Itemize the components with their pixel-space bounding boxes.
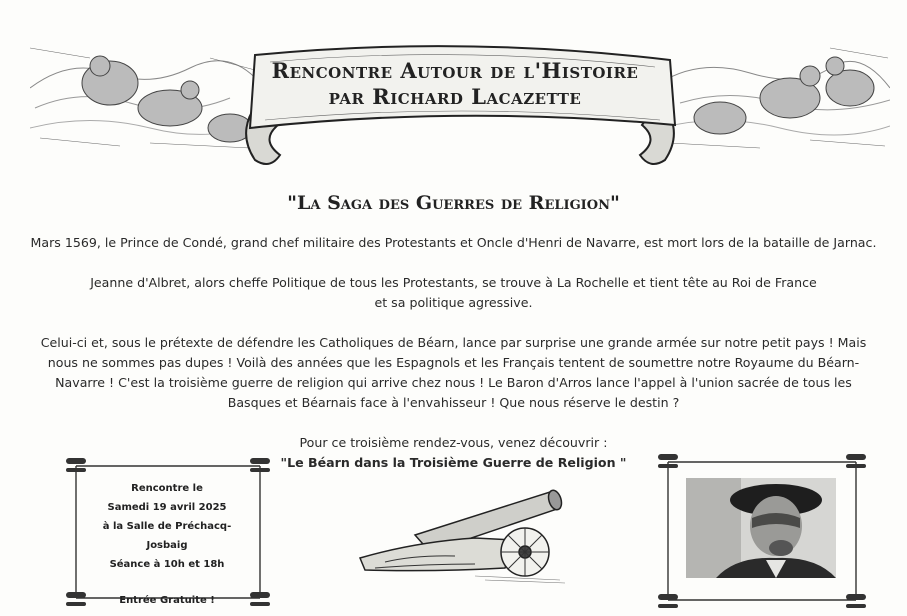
paragraph-conde: Mars 1569, le Prince de Condé, grand chef militaire des Protestants et Oncle d'Henri de Navarre, est mort lors de la bataille de Jarnac. — [30, 235, 877, 250]
paragraph-jeanne-line1: Jeanne d'Albret, alors cheffe Politique de tous les Protestants, se trouve à La Rochelle et tient tête au Roi de France — [90, 275, 817, 290]
banner-title-line2: par Richard Lacazette — [328, 84, 582, 109]
paragraph-invasion-line3: Navarre ! C'est la troisième guerre de religion qui arrive chez nous ! Le Baron d'Arros lance l'appel à l'union sacrée de tous les — [55, 375, 852, 390]
left-cherub-engraving — [30, 28, 260, 153]
saga-title: "La Saga des Guerres de Religion" — [287, 192, 620, 214]
paragraph-jeanne-line2: et sa politique agressive. — [374, 295, 533, 310]
invite-intro: Pour ce troisième rendez-vous, venez découvrir : — [299, 435, 608, 450]
invite-conference-title: "Le Béarn dans la Troisième Guerre de Religion " — [280, 455, 627, 470]
paragraph-invasion-line2: nous ne sommes pas dupes ! Voilà des années que les Espagnols et les Français tentent de soumettre notre Royaume du Béarn- — [47, 355, 860, 370]
paragraph-invasion-line1: Celui-ci et, sous le prétexte de défendre les Catholiques de Béarn, lance par surprise une grande armée sur notre petit pays ! Mais — [40, 335, 867, 350]
event-date: Samedi 19 avril 2025 — [107, 502, 227, 513]
speaker-portrait-photo — [686, 478, 836, 578]
event-line-meet: Rencontre le — [131, 483, 203, 494]
event-details — [86, 479, 248, 610]
event-venue: à la Salle de Préchacq-Josbaig — [102, 521, 232, 551]
paragraph-invasion-line4: Basques et Béarnais face à l'envahisseur ! Que nous réserve le destin ? — [227, 395, 680, 410]
banner-title-line1: Rencontre Autour de l'Histoire — [271, 58, 639, 83]
event-free-entry: Entrée Gratuite ! — [119, 595, 215, 606]
cannon-illustration — [355, 480, 570, 585]
right-cherub-engraving — [660, 28, 890, 153]
event-times: Séance à 10h et 18h — [109, 559, 225, 570]
